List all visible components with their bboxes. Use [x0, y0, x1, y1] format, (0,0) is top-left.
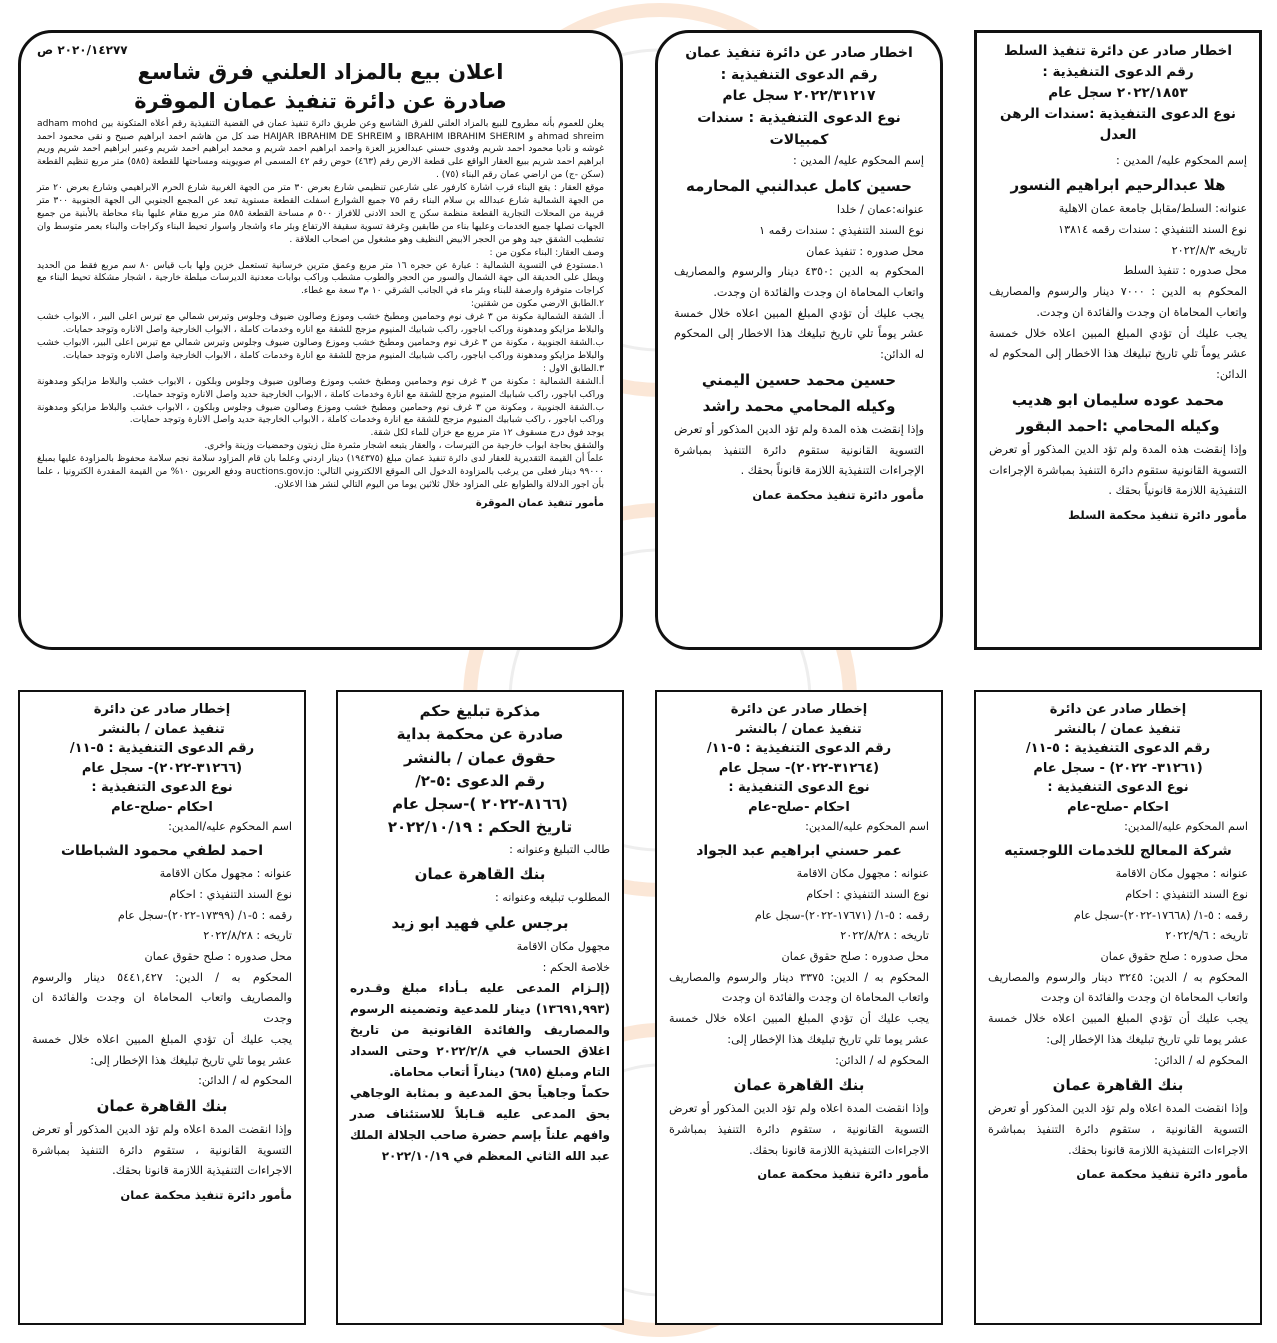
debtor-label: إسم المحكوم عليه/ المدين : [1115, 153, 1247, 167]
title-line: رقم الدعوى :٥-٢/ [415, 771, 545, 790]
amount: المحكوم به / الدين: ٣٣٧٥ دينار والرسوم والمصاريف واتعاب المحاماة ان وجدت والفائدة ان وجدت [669, 970, 929, 1005]
bond-type: نوع السند التنفيذي : سندات رقمه ١٣٨١٤ [1058, 223, 1247, 237]
bond-number: رقمه : ٥-١/ (١٧٦٧١-٢٠٢٢)-سجل عام [754, 908, 929, 922]
title-line: نوع الدعوى التنفيذية : [91, 780, 233, 795]
notice-title [669, 700, 929, 817]
auction-paragraph: أ. الشقة الشمالية مكونة من ٣ غرف نوم وحمامين ومطبخ خشب وموزع وصالون ضيوف وجلوس وتيرس شمالي مع تيرس اعلى البير ، الابواب خشب والبلاط مزايكو ومدهونة وراكب اباجور، راكب شبابيك المنيوم مزجج للشقة مع اناره وخدمات كاملة ، الابواب الخارجية واصل الاناره وتوجد حمايات. [37, 312, 604, 336]
title-line: رقم الدعوى التنفيذية : ٥-١١/ [706, 741, 892, 756]
notice-31264 [655, 690, 943, 1325]
creditor-name: بنك القاهرة عمان [1052, 1076, 1184, 1095]
issuer: محل صدوره : تنفيذ السلط [1123, 264, 1247, 278]
title-line: تنفيذ عمان / بالنشر [1055, 721, 1181, 737]
amount: المحكوم به / الدين: ٥٤٤١,٤٢٧ دينار والرسوم والمصاريف واتعاب المحاماة ان وجدت والفائدة ان وجدت [32, 970, 292, 1026]
warning: وإذا إنقضت هذه المدة ولم تؤد الدين المذكور أو تعرض التسوية القانونية ستقوم دائرة التنفيذ بمباشرة الإجراءات التنفيذية اللازمة قانوناً بحقك . [674, 422, 924, 478]
title-line: اخطار صادر عن دائرة تنفيذ عمان [685, 45, 913, 61]
auction-paragraph: يعلن للعموم بأنه مطروح للبيع بالمزاد العلني للفرق الشاسع وعن طريق دائرة تنفيذ عمان في القضية التنفيذية رقم أعلاه المتكونة بين adham mohd ahmad shreim و IBRAHIM IBRAHIM SHERIM و HAIJAR IBRAHIM DE SHREIM ضد كل من هاشم احمد ابراهيم صبيح و نقى محمود احمد غوشه و ناديا محمود احمد شريم وفدوى حسني عبدالعزيز العزة واحمد ابراهيم احمد شريم و محمد ابراهيم احمد شريم وعبير ابراهيم احمد شريم وريم ابراهيم احمد شريم ببيع العقار الواقع على قطعة الارض رقم (٤٦٣) حوض رقم ٤٢ المسمى ام صويوينه ومساحتها للقطعة (٥٨٥) متر مربع تنظيم القطعة (سكن -ج) من اراضي عمان رقم البناء (٧٥) . [37, 118, 604, 181]
signature: مأمور دائرة تنفيذ محكمة عمان [752, 488, 924, 503]
debtor-name: احمد لطفي محمود الشباطات [60, 842, 263, 859]
warning: وإذا انقضت المدة اعلاه ولم تؤد الدين المذكور أو تعرض التسوية القانونية ، ستقوم دائرة التنفيذ بمباشرة الاجراءات التنفيذية اللازمة قانونا بحقك. [669, 1102, 929, 1157]
creditor-label: المحكوم له / الدائن: [198, 1074, 292, 1088]
title-line: صادرة عن محكمة بداية [396, 725, 564, 744]
signature: مأمور دائرة تنفيذ محكمة عمان [120, 1188, 292, 1203]
auction-paragraph: علماً أن القيمة التقديرية للعقار لدى دائرة تنفيذ عمان مبلغ (١٩٤٣٧٥) دينار اردني وعلما بان قام المزاود سلامة نجم سلامة محفوظ بالمزاودة عليها بمبلغ ٩٩٠٠٠ دينار فعلى من يرغب بالمزاودة الدخول الى الموقع الالكتروني التالي: auctions.gov.jo ودفع العربون ١٠% من القيمة المقدرة الكترونيا ، علما بأن اجور الدلالة والطوابع على المزاود خلال ثلاثين يوما من اليوم التالي لنشر هذا الاعلان. [37, 454, 604, 490]
title-line: ٢٠٢٢/٣١٢١٧ سجل عام [722, 88, 876, 105]
bond-date: تاريخه : ٢٠٢٢/٨/٢٨ [840, 929, 929, 943]
title-line: (٣١٢٦٤-٢٠٢٢)- سجل عام [718, 760, 880, 776]
title-line: احكام -صلح-عام [111, 799, 213, 815]
address: عنوانه: السلط/مقابل جامعة عمان الاهلية [1058, 202, 1247, 216]
verdict: حكماً وجاهياً بحق المدعية و بمثابة الوجاهي بحق المدعى عليه قـابلاً للاستئناف صدر وافهم علناً بإسم حضرة صاحب الجلالة الملك عبد الله الثاني المعظم في ٢٠٢٢/١٠/١٩ [350, 1086, 610, 1164]
debtor-label: اسم المحكوم عليه/المدين: [805, 820, 929, 833]
warning: وإذا انقضت المدة اعلاه ولم تؤد الدين المذكور أو تعرض التسوية القانونية ، ستقوم دائرة التنفيذ بمباشرة الاجراءات التنفيذية اللازمة قانونا بحقك. [988, 1102, 1248, 1157]
bond-number: رقمه : ٥-١/ (١٧٣٩٩-٢٠٢٢)-سجل عام [117, 908, 292, 922]
debtor-name: شركة المعالج للخدمات اللوجستيه [1004, 842, 1232, 859]
title-line: احكام -صلح-عام [1067, 799, 1169, 815]
creditor-label: المحكوم له / الدائن: [835, 1053, 929, 1067]
signature: مأمور دائرة تنفيذ محكمة السلط [1068, 507, 1247, 522]
demand: يجب عليك أن تؤدي المبلغ المبين اعلاه خلال خمسة عشر يوما تلي تاريخ تبليغك هذا الإخطار إلى: [988, 1012, 1248, 1046]
auction-paragraph: ٣.الطابق الاول : [543, 363, 604, 374]
auction-paragraph: يوجد فوق درج مسقوف ١٢ متر مربع مع خزان للماء لكل شقة. [370, 428, 604, 439]
notice-salt [974, 30, 1262, 650]
title-line: ٢٠٢٢/١٨٥٣ سجل عام [1048, 84, 1188, 101]
title-line: حقوق عمان / بالنشر [404, 748, 556, 767]
notice-title [988, 700, 1248, 817]
title-line: رقم الدعوى التنفيذية : ٥-١١/ [69, 741, 255, 756]
issuer: محل صدوره : تنفيذ عمان [806, 244, 924, 258]
title-line: رقم الدعوى التنفيذية : ٥-١١/ [1025, 741, 1211, 756]
warning: وإذا انقضت المدة اعلاه ولم تؤد الدين المذكور أو تعرض التسوية القانونية ، ستقوم دائرة التنفيذ بمباشرة الاجراءات التنفيذية اللازمة قانونا بحقك. [32, 1123, 292, 1178]
bond-number: رقمه : ٥-١/ (١٧٦٦٨-٢٠٢٢)-سجل عام [1073, 908, 1248, 922]
issuer: محل صدوره : صلح حقوق عمان [781, 949, 929, 963]
creditor-label: المحكوم له / الدائن: [1154, 1053, 1248, 1067]
notice-title [674, 43, 924, 151]
bond-type: نوع السند التنفيذي : احكام [169, 887, 292, 901]
notice-amman-cheques [655, 30, 943, 650]
title-line: اخطار صادر عن دائرة تنفيذ السلط [1003, 43, 1233, 59]
creditor-name: بنك القاهرة عمان [733, 1076, 865, 1095]
auction-paragraph: أ.الشقة الشمالية : مكونة من ٣ غرف نوم وحمامين ومطبخ خشب وموزع وصالون ضيوف وجلوس وبلكون ، الابواب خشب والبلاط مزايكو ومدهونة وراكب اباجور، راكب شبابيك المنيوم مزجج للشقة مع انارة وخدمات كاملة ، الابواب الخارجية حديد واصل الاناره وتوجد حمايات. [37, 376, 604, 400]
title-line: احكام -صلح-عام [748, 799, 850, 815]
title-line: (٣١٢٦٦-٢٠٢٢)- سجل عام [81, 760, 243, 776]
notice-title [989, 41, 1247, 146]
bond-type: نوع السند التنفيذي : احكام [1125, 887, 1248, 901]
auction-title: اعلان بيع بالمزاد العلني فرق شاسع [137, 60, 504, 84]
auction-paragraph: ١.مستودع في التسوية الشمالية : عبارة عن حجره ١٦ متر مربع وعمق مترين خرسانية تستعمل خزين ولها باب قياس ٨٠ سم مربع فقط من الحديد ويطل على الحديقة الى جهة الشمال والسور من الحجر والطوب مشطب وراكب بوابات معدنية الديرسات مبلطة خارجية ، اشجار مشكلة تحيط البناء مع كراجات متوفرة وارصفة للبناء وبئر ماء في الجانب الشرقي ١٠ م٣ سعة مع غطاء. [37, 260, 604, 297]
notice-title [32, 700, 292, 817]
summary-label: خلاصة الحكم : [542, 960, 610, 974]
title-line: نوع الدعوى التنفيذية : [1047, 780, 1189, 795]
creditor-name: محمد عوده سليمان ابو هديب [1011, 390, 1225, 409]
notice-31261 [974, 690, 1262, 1325]
debtor-name: هلا عبدالرحيم ابراهيم النسور [1010, 176, 1226, 195]
address: عنوانه : مجهول مكان الاقامة [1115, 867, 1248, 881]
requester-label: طالب التبليغ وعنوانه : [509, 842, 610, 856]
title-line: إخطار صادر عن دائرة [1049, 702, 1187, 717]
target-address: مجهول مكان الاقامة [516, 939, 610, 953]
title-line: تنفيذ عمان / بالنشر [736, 721, 862, 737]
bond-type: نوع السند التنفيذي : احكام [806, 887, 929, 901]
debtor-name: حسين كامل عبدالنبي المحارمه [686, 177, 912, 196]
creditor-name: بنك القاهرة عمان [96, 1097, 228, 1116]
auction-notice [18, 30, 623, 650]
auction-subtitle: صادرة عن دائرة تنفيذ عمان الموقرة [134, 89, 507, 114]
demand: يجب عليك أن تؤدي المبلغ المبين اعلاه خلال خمسة عشر يوماً تلي تاريخ تبليغك هذا الاخطار إلى المحكوم له الدائن: [989, 326, 1247, 382]
auction-paragraph: وصف العقار: البناء مكون من : [489, 247, 604, 258]
title-line: إخطار صادر عن دائرة [730, 702, 868, 717]
signature: مأمور دائرة تنفيذ محكمة عمان [1076, 1167, 1248, 1182]
issuer: محل صدوره : صلح حقوق عمان [1100, 949, 1248, 963]
auction-paragraph: ب.الشقة الجنوبية ، ومكونة من ٣ غرف نوم وحمامين ومطبخ خشب وموزع وصالون ضيوف وجلوس وبلكون ، الابواب خشب والبلاط مزايكو ومدهونة وراكب اباجور ، راكب شبابيك المنيوم مزجج للشقة مع انارة وخدمات كاملة ، الابواب الخارجية حديد واصل الانارة وتوجد حمايات. [37, 402, 605, 426]
lawyer-name: وكيله المحامي :احمد البقور [1016, 416, 1220, 435]
summary: (إلـزام المدعى عليه بـأداء مبلغ وقـدره (١٣٦٩١,٩٩٣) دينار للمدعية وتضمينه الرسوم والمصاريف والفائدة القانونية من تاريخ اغلاق الحساب في ٢٠٢٢/٢/٨ وحتى السداد التام ومبلغ (٦٨٥) ديناراً أتعاب محاماة. [350, 981, 610, 1080]
requester-name: بنك القاهرة عمان [414, 865, 546, 884]
lawyer-name: وكيله المحامي محمد راشد [702, 396, 896, 415]
title-line: رقم الدعوى التنفيذية : [720, 66, 878, 83]
address: عنوانه : مجهول مكان الاقامة [796, 867, 929, 881]
title-line: إخطار صادر عن دائرة [93, 702, 231, 717]
auction-paragraph: والشقق بحاجة ابواب خارجية من التيرسات ، والعقار يتبعه اشجار مثمرة مثل زيتون وحمضيات وزينة واخرى. [204, 441, 604, 452]
auction-body [37, 118, 604, 492]
demand: يجب عليك أن تؤدي المبلغ المبين اعلاه خلال خمسة عشر يوما تلي تاريخ تبليغك هذا الإخطار إلى: [32, 1032, 292, 1067]
notice-31266 [18, 690, 306, 1325]
auction-paragraph: ٢.الطابق الارضي مكون من شقتين: [470, 299, 604, 310]
title-line: تاريخ الحكم : ٢٠٢٢/١٠/١٩ [387, 818, 573, 837]
debtor-label: اسم المحكوم عليه/المدين: [168, 820, 292, 833]
memo-title [350, 700, 610, 840]
debtor-label: إسم المحكوم عليه/ المدين : [792, 154, 924, 168]
auction-signature: مأمور تنفيذ عمان الموقرة [475, 497, 604, 509]
amount: المحكوم به الدين : ٧٠٠٠ دينار والرسوم والمصاريف واتعاب المحاماة ان وجدت والفائدة ان وجدت. [989, 285, 1248, 319]
auction-paragraph: موقع العقار : يقع البناء قرب اشارة كارفور على شارعين تنظيمي شارع بعرض ٣٠ متر من الجهة الغربية شارع الحرم الابراهيمي وشارع بعرض ٢٠ متر من الجهة الشمالية شارع عبدالله بن سلام البناء رقم ٧٥ جميع الشوارع اسفلت القطعة مستوية تبعد عن المجمع الجنوبي الى الجهة الجنوبية ٣٠٠ متر قريبة من المحلات التجارية القطعة منظمة سكن ج الحد الادنى للافراز ٥٠٠ م مساحة القطعة ٥٨٥ متر مربع مقام عليها بناء محاطة بالأبنية من جميع الجهات تصلها جميع الخدمات وعليها بناء من طابقين وغرفة تسوية سقيفة الارتفاع وبئر ماء واشجار واسوار تحيط البناء وكراجات والبناء بعمر متوسط وان تشطيب الشقق جيد وهو من الحجر الابيض النظيف وهو مشغول من اصحاب العلاقة . [37, 183, 605, 245]
issuer: محل صدوره : صلح حقوق عمان [144, 949, 292, 963]
bond-type: نوع السند التنفيذي : سندات رقمه ١ [759, 223, 924, 237]
bond-date: تاريخه : ٢٠٢٢/٩/٦ [1165, 929, 1248, 943]
title-line: (٣١٢٦١- ٢٠٢٢) - سجل عام [1033, 760, 1203, 776]
debtor-name: عمر حسني ابراهيم عبد الجواد [696, 842, 902, 859]
creditor-name: حسين محمد حسين اليمني [701, 370, 897, 389]
amount: المحكوم به / الدين: ٣٢٤٥ دينار والرسوم والمصاريف واتعاب المحاماة ان وجدت والفائدة ان وجدت [988, 970, 1248, 1005]
title-line: مذكرة تبليغ حكم [419, 702, 541, 720]
debtor-label: اسم المحكوم عليه/المدين: [1124, 820, 1248, 833]
title-line: نوع الدعوى التنفيذية : [728, 780, 870, 795]
target-name: برجس علي فهيد ابو زيد [391, 913, 569, 932]
title-line: تنفيذ عمان / بالنشر [99, 721, 225, 737]
demand: يجب عليك أن تؤدي المبلغ المبين اعلاه خلال خمسة عشر يوماً تلي تاريخ تبليغك هذا الاخطار إلى المحكوم له الدائن: [674, 306, 924, 362]
address: عنوانه : مجهول مكان الاقامة [159, 867, 292, 881]
bond-date: تاريخه ٢٠٢٢/٨/٣ [1171, 243, 1247, 257]
target-label: المطلوب تبليغه وعنوانه : [494, 891, 610, 905]
warning: وإذا إنقضت هذه المدة ولم تؤد الدين المذكور أو تعرض التسوية القانونية ستقوم دائرة التنفيذ بمباشرة الإجراءات التنفيذية اللازمة قانونياً بحقك . [989, 442, 1247, 498]
judgment-memo [336, 690, 624, 1325]
title-line: (٨١٦٦-٢٠٢٢ )-سجل عام [392, 795, 568, 813]
signature: مأمور دائرة تنفيذ محكمة عمان [757, 1167, 929, 1182]
bond-date: تاريخه : ٢٠٢٢/٨/٢٨ [203, 929, 292, 943]
amount: المحكوم به الدين :٤٣٥٠ دينار والرسوم والمصاريف واتعاب المحاماة ان وجدت والفائدة ان وجدت. [674, 265, 924, 300]
auction-paragraph: ب.الشقة الجنوبية ، مكونة من ٣ غرف نوم وحمامين ومطبخ خشب وموزع وصالون ضيوف وجلوس وتيرس شمالي مع تيرس اعلى البير، الابواب خشب والبلاط مزايكو ومدهونة وراكب اباجور، راكب شبابيك المنيوم مزجج للشقة مع انارة وخدمات كاملة ، الابواب الخارجية واصل الاناره وتوجد حمايات. [37, 338, 604, 361]
title-line: رقم الدعوى التنفيذية : [1042, 63, 1194, 80]
demand: يجب عليك أن تؤدي المبلغ المبين اعلاه خلال خمسة عشر يوما تلي تاريخ تبليغك هذا الإخطار إلى: [669, 1012, 929, 1046]
address: عنوانه:عمان / خلدا [836, 203, 924, 217]
title-line: نوع الدعوى التنفيذية :سندات الرهن العدل [1000, 105, 1236, 143]
title-line: نوع الدعوى التنفيذية : سندات كمبيالات [697, 110, 901, 148]
auction-ref: ٢٠٢٠/١٤٢٧٧ ص [37, 43, 128, 57]
